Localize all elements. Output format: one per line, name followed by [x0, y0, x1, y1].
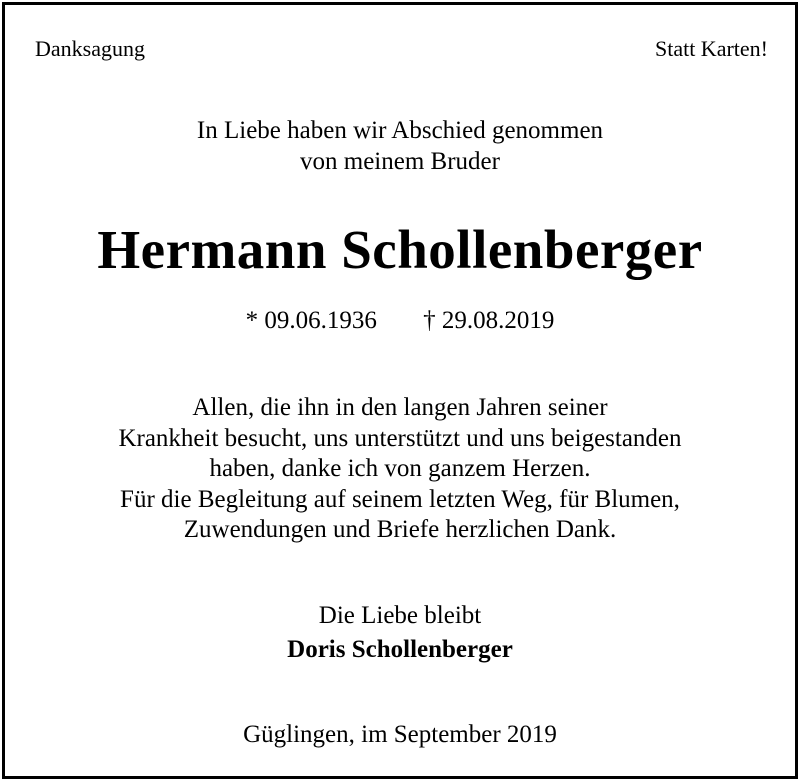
- closing-phrase: Die Liebe bleibt: [318, 602, 482, 629]
- statt-karten-label: Statt Karten!: [654, 36, 768, 61]
- message-line: Allen, die ihn in den langen Jahren seiner: [192, 394, 608, 421]
- closing-block: [5, 599, 795, 667]
- intro-line: In Liebe haben wir Abschied genommen: [196, 117, 604, 144]
- notice-type-label: Danksagung: [35, 36, 145, 61]
- notice-frame: [2, 2, 798, 779]
- thank-you-message: [5, 393, 795, 546]
- intro-text: [5, 115, 795, 177]
- message-line: Für die Begleitung auf seinem letzten Weg, für Blumen,: [120, 485, 680, 513]
- message-line: Zuwendungen und Briefe herzlichen Dank.: [183, 516, 617, 543]
- place-and-date: Güglingen, im September 2019: [243, 721, 557, 748]
- death-date: † 29.08.2019: [423, 307, 555, 334]
- deceased-name: Hermann Schollenberger: [97, 219, 703, 280]
- message-line: haben, danke ich von ganzem Herzen.: [209, 455, 591, 482]
- birth-date: * 09.06.1936: [245, 307, 377, 334]
- life-dates: [5, 305, 795, 337]
- signer-name: Doris Schollenberger: [287, 636, 513, 663]
- intro-line: von meinem Bruder: [300, 148, 500, 175]
- message-line: Krankheit besucht, uns unterstützt und uns beigestanden: [118, 424, 682, 452]
